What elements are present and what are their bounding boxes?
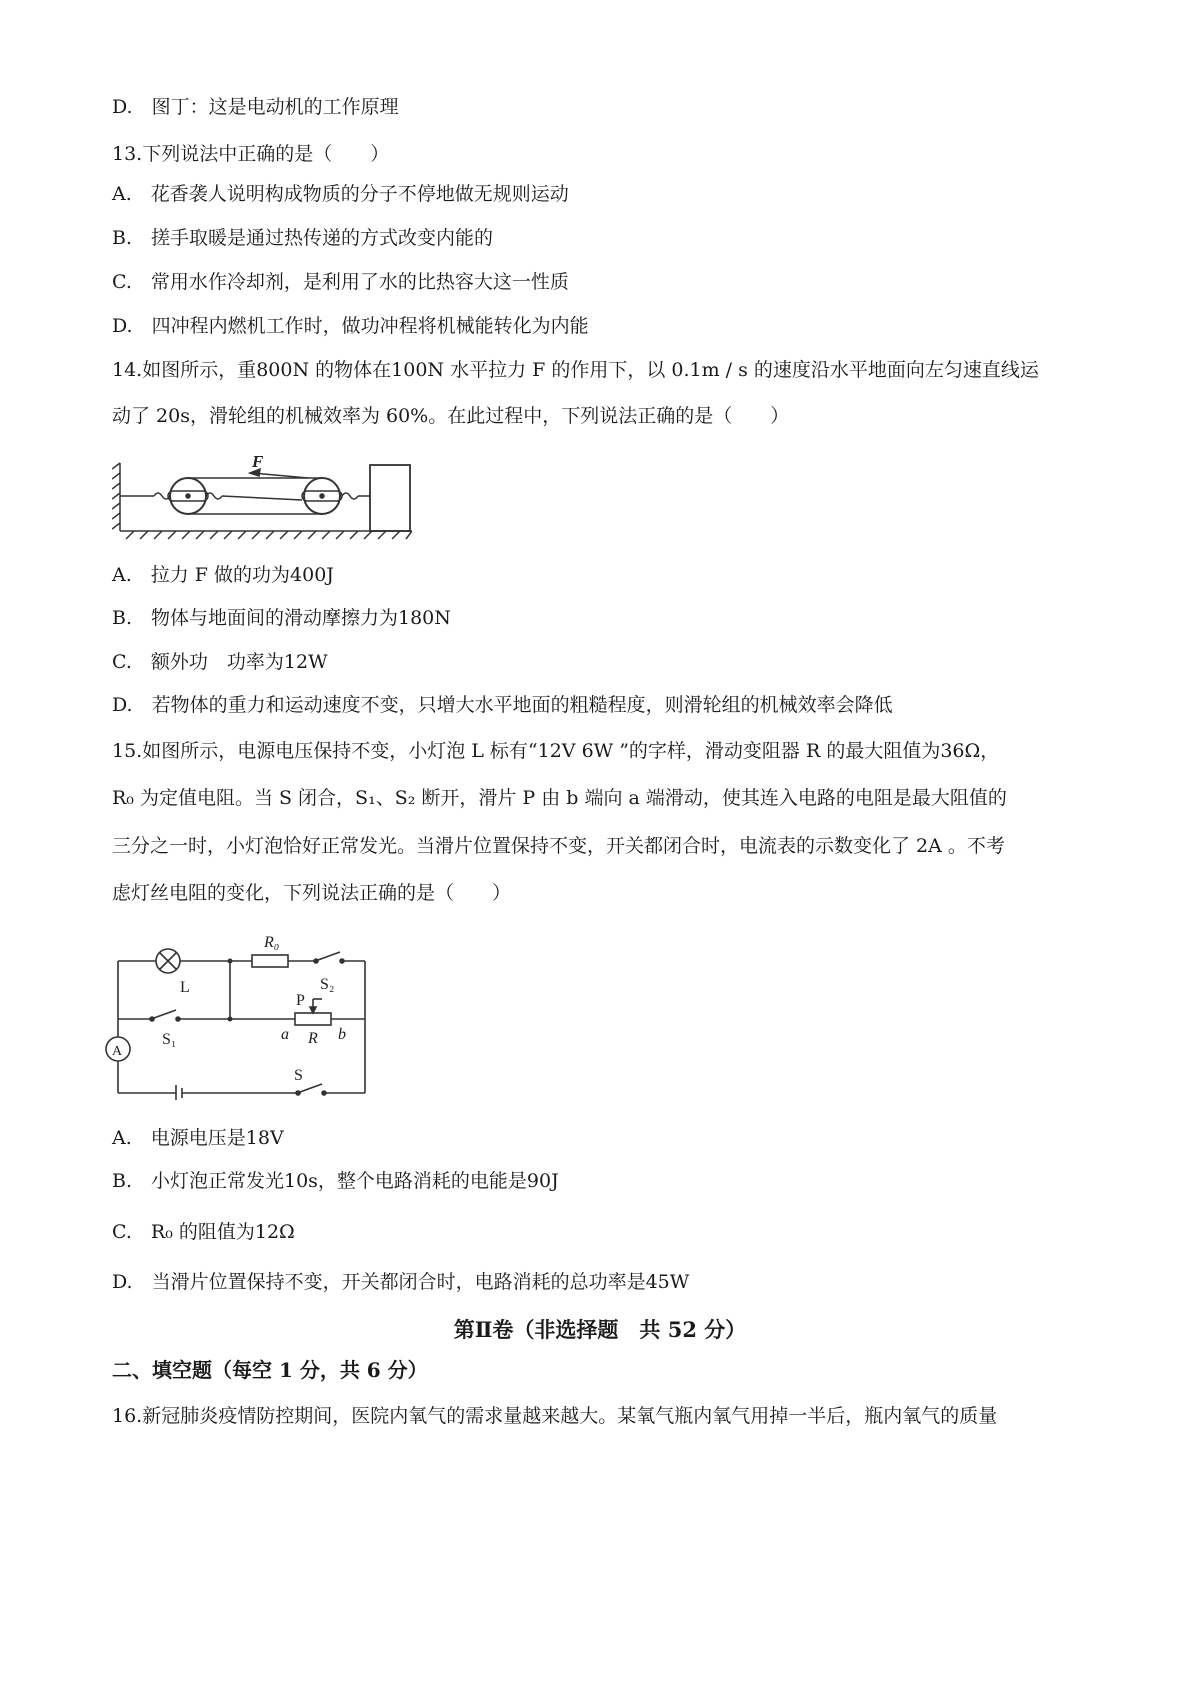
p-label: P [296, 992, 305, 1009]
r0-label: R₀ [264, 934, 280, 951]
circuit-figure [100, 925, 400, 1100]
lamp-label: L [180, 979, 190, 996]
q14-option-d: D. 若物体的重力和运动速度不变，只增大水平地面的粗糙程度，则滑轮组的机械效率会降低 [112, 694, 893, 716]
q14-option-a: A. 拉力 F 做的功为400J [112, 564, 334, 586]
s2-label: S₂ [320, 976, 335, 993]
q16-stem-line1: 16.新冠肺炎疫情防控期间，医院内氧气的需求量越来越大。某氧气瓶内氧气用掉一半后，瓶内氧气的质量 [112, 1405, 998, 1427]
q13-option-d: D. 四冲程内燃机工作时，做功冲程将机械能转化为内能 [112, 315, 589, 337]
q15-option-a: A. 电源电压是18V [112, 1127, 284, 1149]
s-label: S [294, 1067, 303, 1084]
q15-stem-line4: 虑灯丝电阻的变化，下列说法正确的是（ ） [112, 882, 512, 904]
q15-stem-line2: R₀ 为定值电阻。当 S 闭合，S₁、S₂ 断开，滑片 P 由 b 端向 a 端滑动，使其连入电路的电阻是最大阻值的 [112, 787, 1007, 809]
q15-stem-line3: 三分之一时，小灯泡恰好正常发光。当滑片位置保持不变，开关都闭合时，电流表的示数变化了 2A 。不考 [112, 835, 1005, 857]
q14-stem-line1: 14.如图所示，重800N 的物体在100N 水平拉力 F 的作用下，以 0.1m / s 的速度沿水平地面向左匀速直线运 [112, 359, 1039, 381]
q15-option-c: C. R₀ 的阻值为12Ω [112, 1221, 295, 1243]
b-label: b [338, 1026, 346, 1043]
q13-option-c: C. 常用水作冷却剂，是利用了水的比热容大这一性质 [112, 271, 569, 293]
q13-stem: 13.下列说法中正确的是（ ） [112, 143, 390, 165]
pulley-figure [112, 455, 412, 555]
section2-title: 二、填空题（每空 1 分，共 6 分） [112, 1358, 428, 1382]
s1-label: S₁ [162, 1031, 177, 1048]
q15-stem-line1: 15.如图所示，电源电压保持不变，小灯泡 L 标有“12V 6W ”的字样，滑动变阻器 R 的最大阻值为36Ω， [112, 740, 1000, 762]
q12-option-d: D. 图丁：这是电动机的工作原理 [112, 96, 399, 118]
q13-option-b: B. 搓手取暖是通过热传递的方式改变内能的 [112, 227, 494, 249]
ammeter-label: A [112, 1044, 123, 1059]
q13-option-a: A. 花香袭人说明构成物质的分子不停地做无规则运动 [112, 183, 569, 205]
q15-option-d: D. 当滑片位置保持不变，开关都闭合时，电路消耗的总功率是45W [112, 1271, 690, 1293]
force-label: F [252, 455, 264, 471]
q14-stem-line2: 动了 20s，滑轮组的机械效率为 60%。在此过程中，下列说法正确的是（ ） [112, 405, 790, 427]
q15-option-b: B. 小灯泡正常发光10s，整个电路消耗的电能是90J [112, 1170, 559, 1192]
a-label: a [281, 1026, 289, 1043]
q14-option-b: B. 物体与地面间的滑动摩擦力为180N [112, 607, 451, 629]
r-label: R [308, 1030, 318, 1047]
q14-option-c: C. 额外功 功率为12W [112, 651, 328, 673]
part2-title: 第Ⅱ卷（非选择题 共 52 分） [453, 1317, 747, 1342]
